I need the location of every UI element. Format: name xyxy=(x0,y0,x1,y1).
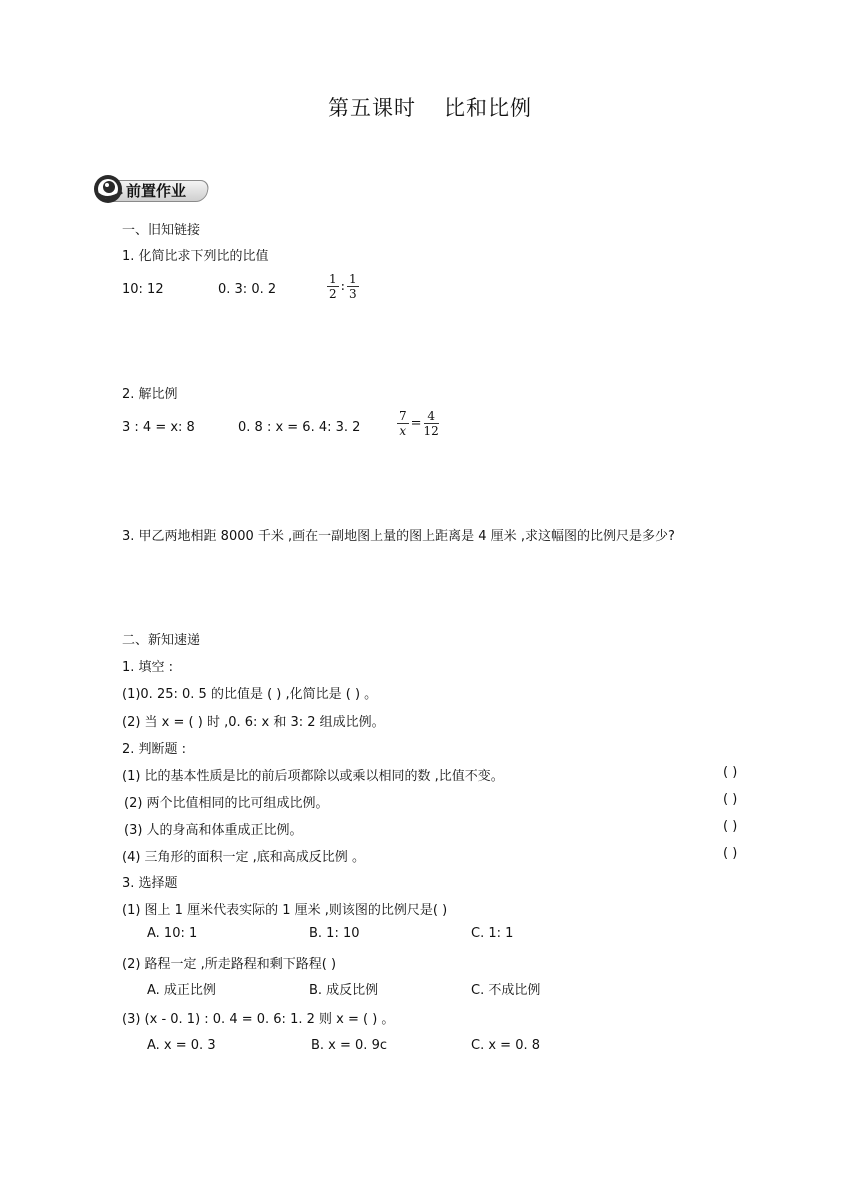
choice-3-option-a: A. x = 0. 3 xyxy=(147,1038,216,1053)
choice-1-option-a: A. 10: 1 xyxy=(147,926,198,941)
section1-heading: 一、旧知链接 xyxy=(122,223,201,238)
judge-label: 2. 判断题 : xyxy=(122,742,187,757)
choice-1-option-b: B. 1: 10 xyxy=(309,926,360,941)
section2-heading: 二、新知速递 xyxy=(122,633,201,648)
choice-2-option-a: A. 成正比例 xyxy=(147,983,216,998)
section-badge xyxy=(92,172,208,206)
judge-answer-2: ( ) xyxy=(723,792,738,807)
choice-question-1: (1) 图上 1 厘米代表实际的 1 厘米 ,则该图的比例尺是( ) xyxy=(122,903,448,918)
fraction: $\frac{7}{x}$ xyxy=(399,409,407,438)
title-topic: 比和比例 xyxy=(444,96,532,120)
q1-item-2: 0. 3: 0. 2 xyxy=(218,282,277,297)
q2-item-2: 0. 8 : x = 6. 4: 3. 2 xyxy=(238,420,361,435)
judge-answer-3: ( ) xyxy=(723,819,738,834)
q3-text: 3. 甲乙两地相距 8000 千米 ,画在一副地图上量的图上距离是 4 厘米 ,求这幅图的比例尺是多少? xyxy=(122,529,675,544)
choice-question-2: (2) 路程一定 ,所走路程和剩下路程( ) xyxy=(122,957,337,972)
fraction: $\frac{4}{12}$ xyxy=(423,409,439,438)
swirl-logo-icon xyxy=(92,172,128,206)
judge-answer-1: ( ) xyxy=(723,765,738,780)
q1-fraction-expression: $\frac{1}{2}$ : $\frac{1}{3}$ xyxy=(329,272,357,301)
choice-question-3: (3) (x - 0. 1) : 0. 4 = 0. 6: 1. 2 则 x = ( ) 。 xyxy=(122,1012,395,1027)
choice-3-option-c: C. x = 0. 8 xyxy=(471,1038,540,1053)
fraction: $\frac{1}{2}$ xyxy=(329,272,337,301)
judge-item-4: (4) 三角形的面积一定 ,底和高成反比例 。 xyxy=(122,850,365,865)
choice-3-option-b: B. x = 0. 9c xyxy=(311,1038,387,1053)
judge-answer-4: ( ) xyxy=(723,846,738,861)
judge-item-3: (3) 人的身高和体重成正比例。 xyxy=(124,823,303,838)
q1-item-1: 10: 12 xyxy=(122,282,164,297)
page-title xyxy=(0,92,860,122)
fill-item-2: (2) 当 x = ( ) 时 ,0. 6: x 和 3: 2 组成比例。 xyxy=(122,715,385,730)
q2-label: 2. 解比例 xyxy=(122,387,178,402)
title-lesson: 第五课时 xyxy=(328,96,416,120)
fill-item-1: (1)0. 25: 0. 5 的比值是 ( ) ,化简比是 ( ) 。 xyxy=(122,687,378,702)
choice-2-option-b: B. 成反比例 xyxy=(309,983,379,998)
q2-fraction-expression: $\frac{7}{x}$ = $\frac{4}{12}$ xyxy=(399,409,439,438)
choice-1-option-c: C. 1: 1 xyxy=(471,926,514,941)
choice-label: 3. 选择题 xyxy=(122,876,178,891)
q2-item-1: 3 : 4 = x: 8 xyxy=(122,420,195,435)
q1-label: 1. 化简比求下列比的比值 xyxy=(122,249,269,264)
fraction: $\frac{1}{3}$ xyxy=(349,272,357,301)
choice-2-option-c: C. 不成比例 xyxy=(471,983,541,998)
judge-item-1: (1) 比的基本性质是比的前后项都除以或乘以相同的数 ,比值不变。 xyxy=(122,769,504,784)
badge-label: 前置作业 xyxy=(126,182,187,200)
judge-item-2: (2) 两个比值相同的比可组成比例。 xyxy=(124,796,329,811)
fill-label: 1. 填空 : xyxy=(122,660,174,675)
